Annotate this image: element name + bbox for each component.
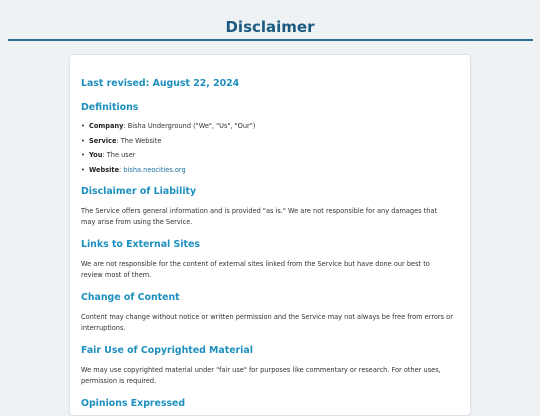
definition-item-you <box>81 150 255 165</box>
page-header <box>0 0 540 40</box>
disclaimer-card <box>69 54 471 416</box>
bullet-icon: • <box>81 165 85 174</box>
definition-separator: : <box>116 136 121 145</box>
bullet-icon: • <box>81 122 85 130</box>
last-revised-heading: Last revised: August 22, 2024 <box>81 78 240 89</box>
bullet-icon: • <box>81 151 85 159</box>
fair-use-text: We may use copyrighted material under "fair use" for purposes like commentary or research. For other uses, permission is required. <box>81 366 441 385</box>
definition-desc: The user <box>106 151 136 159</box>
definition-term: Service <box>89 136 117 145</box>
definition-item-website <box>81 165 255 180</box>
definition-term: Company <box>89 122 124 130</box>
definition-separator: : <box>123 122 128 130</box>
external-links-text: We are not responsible for the content of external sites linked from the Service but have done our best to review most of them. <box>81 260 430 279</box>
definition-desc: The Website <box>120 136 162 145</box>
disclaimer-of-liability-heading: Disclaimer of Liability <box>81 186 197 197</box>
change-of-content-text: Content may change without notice or written permission and the Service may not always be free from errors or interruptions. <box>81 313 453 332</box>
page-title: Disclaimer <box>225 18 315 36</box>
definition-separator: : <box>102 151 107 159</box>
definitions-list <box>81 121 255 179</box>
definition-desc: Bisha Underground ("We", "Us", "Our") <box>127 122 256 130</box>
definition-separator: : <box>119 165 124 174</box>
definition-item-service <box>81 136 255 151</box>
definition-term: You <box>89 151 103 159</box>
definition-item-company <box>81 121 255 136</box>
external-links-heading: Links to External Sites <box>81 239 200 250</box>
disclaimer-of-liability-text: The Service offers general information and is provided "as is." We are not responsible for any damages that may arise from using the Service. <box>81 207 438 226</box>
definitions-heading: Definitions <box>81 102 139 113</box>
fair-use-heading: Fair Use of Copyrighted Material <box>81 345 253 356</box>
definition-term: Website <box>89 165 120 174</box>
bullet-icon: • <box>81 136 85 145</box>
header-divider <box>8 39 533 41</box>
change-of-content-heading: Change of Content <box>81 292 180 303</box>
opinions-expressed-heading: Opinions Expressed <box>81 398 186 409</box>
website-link[interactable]: bisha.neocities.org <box>123 165 186 174</box>
